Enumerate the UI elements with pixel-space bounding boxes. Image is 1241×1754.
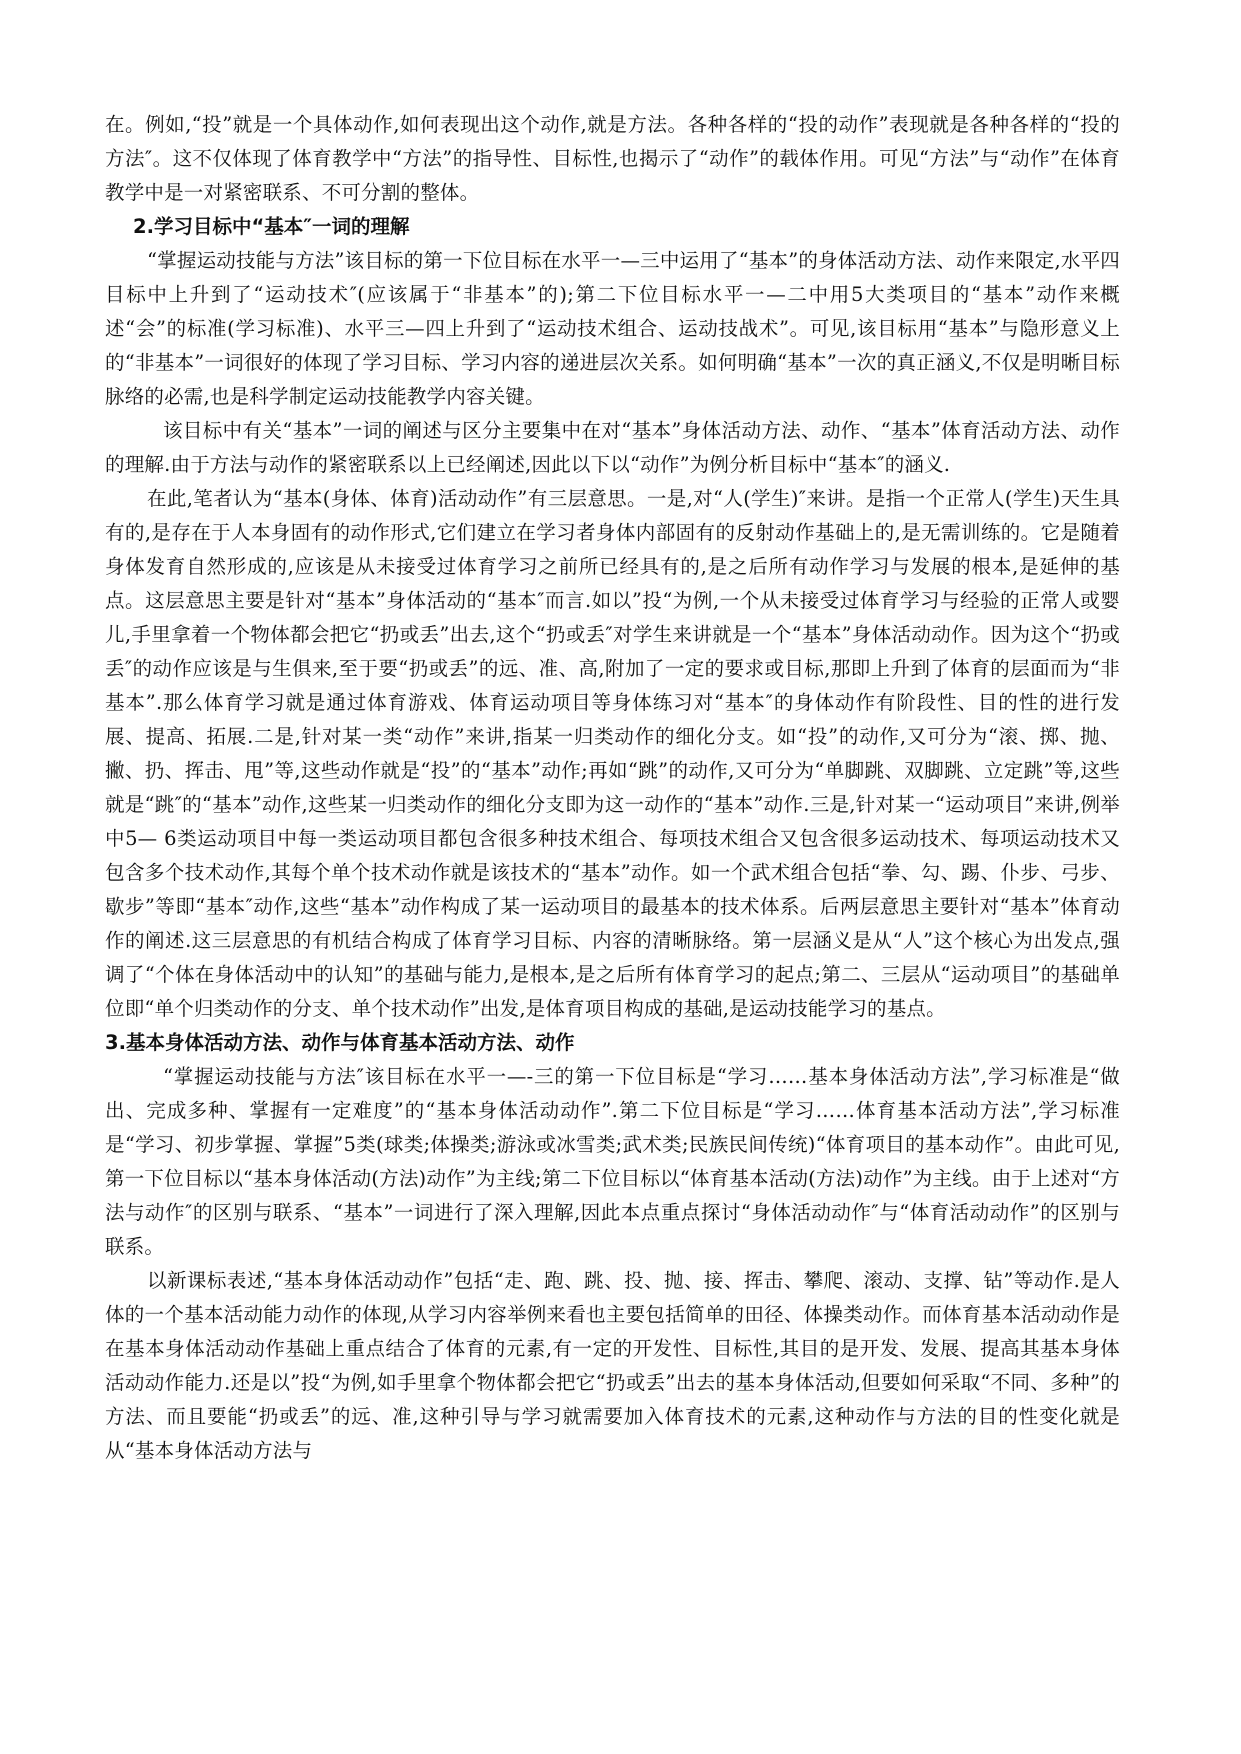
paragraph-new-standard: 以新课标表述,“基本身体活动动作”包括“走、跑、跳、投、抛、接、挥击、攀爬、滚动、支撑、钻”等动作.是人体的一个基本活动能力动作的体现,从学习内容举例来看也主要包括简单的田径、体操类动作。而体育基本活动动作是在基本身体活动动作基础上重点结合了体育的元素,有一定的开发性、目标性,其目的是开发、发展、提高其基本身体活动动作能力.还是以”投“为例,如手里拿个物体都会把它“扔或丢”出去的基本身体活动,但要如何采取“不同、多种”的方法、而且要能“扔或丢”的远、准,这种引导与学习就需要加入体育技术的元素,这种动作与方法的目的性变化就是从“基本身体活动方法与 xyxy=(105,1269,1120,1462)
paragraph-basic-goal: “掌握运动技能与方法”该目标的第一下位目标在水平一—三中运用了“基本”的身体活动方法、动作来限定,水平四目标中上升到了“运动技术″(应该属于“非基本”的);第二下位目标水平一—二中用5大类项目的“基本”动作来概述“会”的标准(学习标准)、水平三—四上升到了“运动技术组合、运动技战术”。可见,该目标用“基本”与隐形意义上的“非基本”一词很好的体现了学习目标、学习内容的递进层次关系。如何明确“基本”一次的真正涵义,不仅是明晰目标脉络的必需,也是科学制定运动技能教学内容关键。 xyxy=(105,249,1120,408)
paragraph-intro: 在。例如,“投”就是一个具体动作,如何表现出这个动作,就是方法。各种各样的“投的动作”表现就是各种各样的“投的方法″。这不仅体现了体育教学中“方法”的指导性、目标性,也揭示了“动作”的载体作用。可见“方法”与“动作”在体育教学中是一对紧密联系、不可分割的整体。 xyxy=(105,113,1120,204)
section-heading-2: 2.学习目标中“基本″一词的理解 xyxy=(133,215,410,238)
section-heading-3: 3.基本身体活动方法、动作与体育基本活动方法、动作 xyxy=(105,1031,575,1054)
paragraph-method-action: “掌握运动技能与方法″该目标在水平一—-三的第一下位目标是“学习……基本身体活动方法”,学习标准是“做出、完成多种、掌握有一定难度”的“基本身体活动动作”.第二下位目标是“学习……体育基本活动方法”,学习标准是“学习、初步掌握、掌握”5类(球类;体操类;游泳或冰雪类;武术类;民族民间传统)“体育项目的基本动作”。由此可见,第一下位目标以“基本身体活动(方法)动作”为主线;第二下位目标以“体育基本活动(方法)动作”为主线。由于上述对“方法与动作″的区别与联系、“基本”一词进行了深入理解,因此本点重点探讨“身体活动动作″与“体育活动动作”的区别与联系。 xyxy=(105,1065,1120,1258)
document-page xyxy=(105,108,1120,1468)
paragraph-three-meanings: 在此,笔者认为“基本(身体、体育)活动动作”有三层意思。一是,对“人(学生)″来讲。是指一个正常人(学生)天生具有的,是存在于人本身固有的动作形式,它们建立在学习者身体内部固有的反射动作基础上的,是无需训练的。它是随着身体发育自然形成的,应该是从未接受过体育学习之前所已经具有的,是之后所有动作学习与发展的根本,是延伸的基点。这层意思主要是针对“基本”身体活动的“基本″而言.如以”投“为例,一个从未接受过体育学习与经验的正常人或婴儿,手里拿着一个物体都会把它“扔或丢”出去,这个“扔或丢″对学生来讲就是一个“基本”身体活动动作。因为这个“扔或丢″的动作应该是与生俱来,至于要“扔或丢”的远、准、高,附加了一定的要求或目标,那即上升到了体育的层面而为“非基本”.那么体育学习就是通过体育游戏、体育运动项目等身体练习对“基本″的身体动作有阶段性、目的性的进行发展、提高、拓展.二是,针对某一类“动作”来讲,指某一归类动作的细化分支。如“投”的动作,又可分为“滚、掷、抛、撇、扔、挥击、甩”等,这些动作就是“投”的“基本”动作;再如“跳”的动作,又可分为“单脚跳、双脚跳、立定跳”等,这些就是“跳″的“基本”动作,这些某一归类动作的细化分支即为这一动作的“基本”动作.三是,针对某一“运动项目”来讲,例举中5— 6类运动项目中每一类运动项目都包含很多种技术组合、每项技术组合又包含很多运动技术、每项运动技术又包含多个技术动作,其每个单个技术动作就是该技术的“基本”动作。如一个武术组合包括“拳、勾、踢、仆步、弓步、歇步”等即“基本″动作,这些“基本”动作构成了某一运动项目的最基本的技术体系。后两层意思主要针对“基本”体育动作的阐述.这三层意思的有机结合构成了体育学习目标、内容的清晰脉络。第一层涵义是从“人”这个核心为出发点,强调了“个体在身体活动中的认知”的基础与能力,是根本,是之后所有体育学习的起点;第二、三层从“运动项目”的基础单位即“单个归类动作的分支、单个技术动作”出发,是体育项目构成的基础,是运动技能学习的基点。 xyxy=(105,487,1120,1020)
paragraph-basic-explain: 该目标中有关“基本”一词的阐述与区分主要集中在对“基本”身体活动方法、动作、“基本”体育活动方法、动作的理解.由于方法与动作的紧密联系以上已经阐述,因此以下以“动作”为例分析目标中“基本″的涵义. xyxy=(105,419,1120,476)
